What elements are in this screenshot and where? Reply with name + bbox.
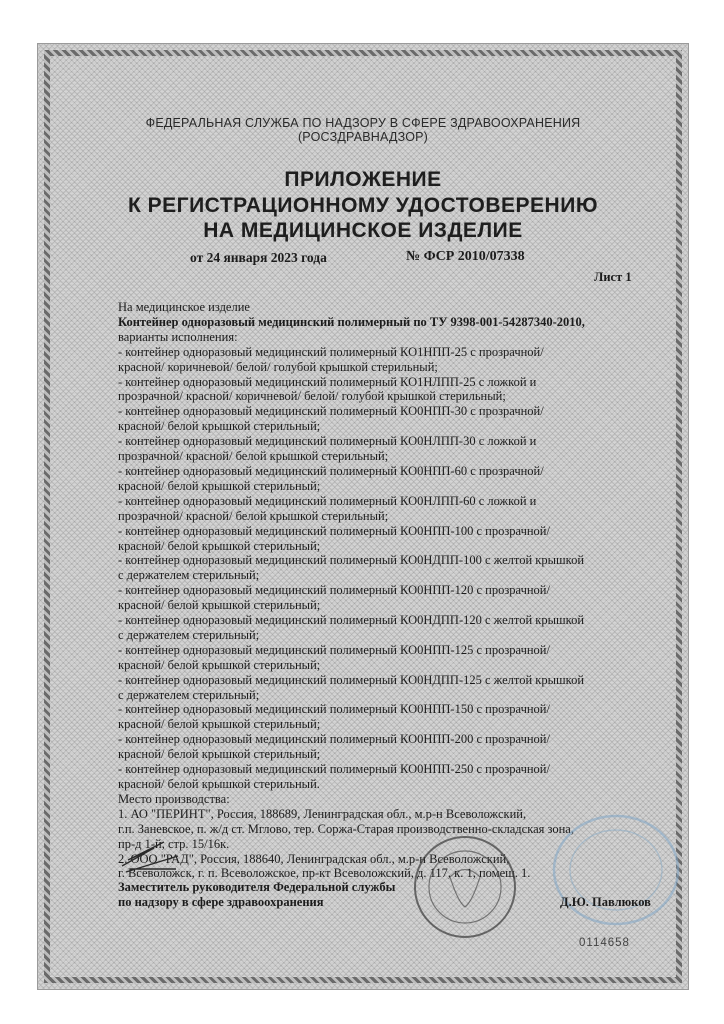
issue-date: от 24 января 2023 года — [190, 250, 327, 265]
production-site-line: г. Всеволожск, г. п. Всеволожское, пр-кт Всеволожский, д. 117, к. 1, помещ. 1. — [118, 866, 531, 881]
form-serial-number: 0114658 — [579, 937, 630, 949]
registration-number: № ФСР 2010/07338 — [406, 249, 525, 264]
agency-abbreviation: (РОСЗДРАВНАДЗОР) — [297, 130, 429, 144]
variant-line: - контейнер одноразовый медицинский полимерный КО1НЛПП-25 с ложкой и — [118, 374, 537, 389]
variant-line: - контейнер одноразовый медицинский полимерный КО0НПП-30 с прозрачной/ — [118, 404, 544, 419]
variant-line: - контейнер одноразовый медицинский полимерный КО0НЛПП-30 с ложкой и — [118, 434, 537, 449]
variant-line: красной/ белой крышкой стерильный; — [118, 717, 321, 732]
variant-line: красной/ коричневой/ белой/ голубой крышкой стерильный; — [118, 359, 438, 374]
body-line: На медицинское изделие — [118, 300, 250, 314]
variant-line: прозрачной/ красной/ белой крышкой стерильный; — [118, 449, 389, 464]
variant-line: красной/ белой крышкой стерильный; — [118, 419, 321, 434]
product-name-line: Контейнер одноразовый медицинский полимерный по ТУ 9398-001-54287340-2010, — [118, 314, 585, 329]
variant-line: красной/ белой крышкой стерильный. — [118, 777, 320, 791]
variant-line: красной/ белой крышкой стерильный; — [118, 747, 321, 762]
variant-line: - контейнер одноразовый медицинский полимерный КО0НДПП-100 с желтой крышкой — [118, 553, 585, 568]
production-site-line: пр-д 1-й, стр. 15/16к. — [118, 836, 230, 851]
agency-name: ФЕДЕРАЛЬНАЯ СЛУЖБА ПО НАДЗОРУ В СФЕРЕ ЗДРАВООХРАНЕНИЯ — [145, 116, 581, 130]
document-title-line1: ПРИЛОЖЕНИЕ — [284, 168, 442, 191]
variant-line: - контейнер одноразовый медицинский полимерный КО0НПП-125 с прозрачной/ — [118, 642, 550, 657]
official-seal — [410, 832, 520, 942]
variant-line: - контейнер одноразовый медицинский полимерный КО1НПП-25 с прозрачной/ — [118, 344, 544, 359]
variant-line: красной/ белой крышкой стерильный; — [118, 598, 321, 613]
body-line: варианты исполнения: — [118, 329, 238, 344]
variant-line: - контейнер одноразовый медицинский полимерный КО0НДПП-120 с желтой крышкой — [118, 613, 585, 628]
blue-stamp — [538, 802, 688, 932]
device-description — [118, 300, 648, 881]
variant-line: - контейнер одноразовый медицинский полимерный КО0НПП-250 с прозрачной/ — [118, 762, 550, 777]
variant-line: - контейнер одноразовый медицинский полимерный КО0НПП-100 с прозрачной/ — [118, 523, 550, 538]
variant-line: прозрачной/ красной/ белой крышкой стерильный; — [118, 508, 389, 523]
variant-line: с держателем стерильный; — [118, 568, 260, 583]
variant-line: с держателем стерильный; — [118, 627, 260, 642]
production-site-heading: Место производства: — [118, 791, 230, 806]
variant-line: красной/ белой крышкой стерильный; — [118, 478, 321, 493]
certificate-sheet — [38, 44, 688, 989]
production-site-line: 2. ООО "РАД", Россия, 188640, Ленинградская обл., м.р-н Всеволожский, — [118, 851, 510, 866]
variant-line: красной/ белой крышкой стерильный; — [118, 657, 321, 672]
variant-line: прозрачной/ красной/ коричневой/ белой/ голубой крышкой стерильный; — [118, 389, 506, 404]
signer-title-line1: Заместитель руководителя Федеральной службы — [118, 880, 396, 894]
document-title-line3: НА МЕДИЦИНСКОЕ ИЗДЕЛИЕ — [203, 219, 523, 242]
variant-line: - контейнер одноразовый медицинский полимерный КО0НПП-150 с прозрачной/ — [118, 702, 550, 717]
signer-name: Д.Ю. Павлюков — [560, 895, 651, 909]
signer-title-line2: по надзору в сфере здравоохранения — [118, 895, 324, 909]
variant-line: - контейнер одноразовый медицинский полимерный КО0НПП-60 с прозрачной/ — [118, 463, 544, 478]
variant-line: - контейнер одноразовый медицинский полимерный КО0НПП-200 с прозрачной/ — [118, 732, 550, 747]
signer-title — [118, 880, 395, 910]
handwritten-signature — [118, 836, 198, 876]
production-site-line: 1. АО "ПЕРИНТ", Россия, 188689, Ленинградская обл., м.р-н Всеволожский, — [118, 806, 527, 821]
sheet-number: Лист 1 — [594, 270, 632, 284]
variant-line: - контейнер одноразовый медицинский полимерный КО0НПП-120 с прозрачной/ — [118, 583, 550, 598]
variant-line: красной/ белой крышкой стерильный; — [118, 538, 321, 553]
variant-line: - контейнер одноразовый медицинский полимерный КО0НЛПП-60 с ложкой и — [118, 493, 537, 508]
document-title-line2: К РЕГИСТРАЦИОННОМУ УДОСТОВЕРЕНИЮ — [128, 194, 598, 217]
production-site-line: г.п. Заневское, п. ж/д ст. Мглово, тер. Соржа-Старая производственно-складская зона, — [118, 821, 574, 836]
variant-line: - контейнер одноразовый медицинский полимерный КО0НДПП-125 с желтой крышкой — [118, 672, 585, 687]
variant-line: с держателем стерильный; — [118, 687, 260, 702]
